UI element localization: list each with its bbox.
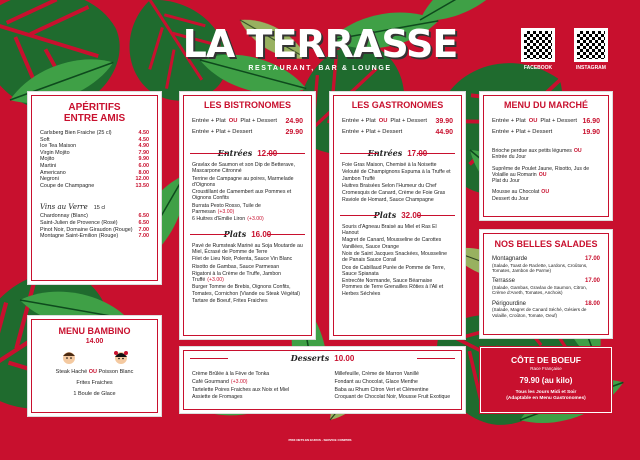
dish-row [180, 176, 315, 189]
formula-row [480, 116, 612, 127]
dish-name: Pavé de Rumsteak Mariné au Soja Moutarde au Miel, Écrasé de Pomme de Terre [192, 242, 303, 255]
desserts-left [180, 371, 323, 402]
gastronomes-entrees-label: Entrées [367, 148, 403, 158]
menu-item-row [28, 163, 161, 170]
dish-row [330, 190, 465, 196]
instagram-qr-code[interactable] [574, 28, 608, 62]
dessert [192, 379, 248, 385]
dish-name: Souris d'Agneau Braisé au Miel et Ras El Hanout [342, 223, 437, 237]
marche-or: OU [541, 189, 550, 196]
dish-supplement: (+3.00) [217, 209, 235, 216]
dish-row [180, 203, 315, 216]
formula-part-b: Plat + Dessert [540, 118, 577, 124]
marche-card [480, 92, 612, 220]
item-price: 13.50 [135, 182, 149, 189]
dish [342, 169, 453, 182]
dish-name: Tartare de Boeuf, Frites Fraiches [192, 298, 268, 305]
dish-row [330, 251, 465, 264]
item-price: 6.50 [138, 213, 149, 220]
item-price: 7.90 [138, 149, 149, 156]
marche-dish: Plat du Jour [492, 178, 520, 185]
bambino-card [28, 316, 161, 416]
dish-name: Raviole de Homard, Sauce Champagne [342, 197, 434, 204]
salade-header [480, 301, 612, 308]
salade-name: Terrasse [492, 278, 516, 285]
menu-item-row [28, 150, 161, 157]
dish-name: Magret de Canard, Mousseline de Carottes Vanillées, Sauce Orange [342, 237, 442, 250]
boeuf-origin: Race Française [530, 366, 562, 371]
restaurant-tagline: RESTAURANT, BAR & LOUNGE [248, 65, 392, 72]
bistronomes-entrees-label: Entrées [217, 148, 253, 158]
marche-item [480, 154, 612, 160]
dish [342, 224, 453, 237]
desserts-right [323, 371, 466, 402]
dish [192, 162, 303, 175]
formula-text [492, 127, 552, 138]
dish [342, 190, 445, 196]
restaurant-name: LA TERRASSE [182, 22, 458, 66]
dish-row [330, 183, 465, 189]
item-price: 8.00 [138, 169, 149, 176]
item-name: Americano [40, 169, 66, 176]
bambino-main [28, 369, 161, 375]
item-name: Virgin Mojito [40, 149, 70, 156]
bistronomes-entrees-list [180, 162, 315, 223]
bistronomes-plats-heading [180, 229, 315, 239]
dish [192, 284, 303, 297]
item-price: 4.50 [138, 130, 149, 136]
dish [192, 203, 303, 216]
dish-row [330, 162, 465, 168]
dessert-item [180, 387, 323, 393]
salade-price: 18.00 [584, 300, 600, 307]
item-price: 6.50 [138, 219, 149, 226]
formula-text [192, 116, 277, 127]
formula-part-a: Entrée + Plat [342, 118, 376, 124]
dish-row [330, 237, 465, 250]
dessert-supplement: (+3.00) [230, 378, 248, 385]
formula-part-a: Entrée + Plat + Dessert [192, 129, 253, 135]
menu-item-row [28, 213, 161, 220]
item-name: Mojito [40, 156, 55, 163]
bambino-or: OU [88, 369, 97, 375]
desserts-card [180, 347, 465, 413]
girl-icon [113, 349, 129, 365]
marche-item [480, 166, 612, 179]
dish-name: Velouté de Champignons Espuma à la Truffe et Jambon Truffé [342, 169, 451, 182]
dish-row [330, 169, 465, 182]
boeuf-note1: Tous les Jours Midi et Soir [515, 390, 577, 395]
salade-header [480, 256, 612, 263]
marche-text [492, 196, 529, 202]
dish-name: Entrecôte Normande, Sauce Béarnaise Pommes de Terre Grenailles Rôties à l'Ail et Herbes Séchées [342, 278, 444, 297]
aperitifs-card [28, 92, 161, 284]
dish [192, 256, 292, 262]
marche-formulas [480, 116, 612, 138]
formula-price: 19.90 [582, 129, 600, 136]
desserts-columns [180, 371, 465, 402]
marche-dish: Dessert du Jour [492, 195, 529, 202]
dish-row [180, 256, 315, 262]
dessert [192, 387, 289, 393]
dish [342, 183, 436, 189]
dish-row [180, 189, 315, 202]
dessert-name: Crème Brûlée à la Fève de Tonka [192, 371, 270, 377]
formula-row [330, 116, 465, 127]
bistronomes-entrees-heading [180, 148, 315, 158]
bambino-price: 14.00 [85, 338, 104, 345]
marche-or: OU [573, 148, 582, 154]
salade-desc: (Salade, Gambas, Gravlax de Saumon, Citron, Crème d'Aneth, Tomates, Anchois) [492, 285, 587, 296]
dish-name: Rigatoni à la Crème de Truffe, Jambon Truffé [192, 270, 282, 284]
item-name: Chardonnay (Blanc) [40, 213, 88, 220]
dish [192, 189, 303, 202]
dish-supplement: (+3.00) [247, 216, 264, 223]
item-name: Martini [40, 162, 57, 169]
item-name: Carlsberg Bien Fraiche (25 cl) [40, 130, 112, 136]
dessert-name: Assiette de Fromages [192, 394, 243, 401]
salade-price: 17.00 [584, 256, 600, 262]
gastronomes-plats-list [330, 224, 465, 297]
menu-item-row [28, 130, 161, 137]
bistronomes-card [180, 92, 315, 339]
formula-part-a: Entrée + Plat + Dessert [342, 129, 403, 135]
formula-part-b: Plat + Dessert [390, 118, 427, 124]
facebook-qr-code[interactable] [521, 28, 555, 62]
dish-row [180, 243, 315, 256]
dish-name: Foie Gras Maison, Chemisé à la Noisette [342, 162, 437, 168]
dish-name: Risotto de Gambas, Sauce Parmesan [192, 263, 280, 270]
item-price: 9.90 [138, 156, 149, 163]
kids-icons [28, 349, 161, 365]
gastronomes-card [330, 92, 465, 339]
marche-dish: Suprême de Poulet Jaune, Risotto, Jus de Volaille au Romarin [492, 165, 590, 178]
facebook-label: FACEBOOK [523, 65, 553, 71]
item-name: Saint-Julien de Provence (Rosé) [40, 219, 118, 226]
dessert-item: Fondant au Chocolat, Glace Menthe [334, 378, 418, 385]
item-price: 6.00 [138, 162, 149, 169]
item-price: 4.90 [138, 143, 149, 150]
dish-row [180, 162, 315, 175]
dish-row [330, 197, 465, 203]
menu-item-row [28, 156, 161, 163]
dish-name: Noix de Saint Jacques Snackées, Mousseline de Panais Sauce Corail [342, 250, 447, 264]
dish [342, 162, 437, 168]
footer-note: PRIX NETS EN EUROS - SERVICE COMPRIS [288, 438, 352, 442]
dessert-name: Café Gourmand [192, 378, 229, 385]
salade-desc: (Salade, Magret de Canard Séché, Gésiers de Volaille, Croûton, Tomate, Oeuf) [492, 307, 587, 318]
formula-part-a: Entrée + Plat [492, 118, 526, 124]
formula-part-a: Entrée + Plat + Dessert [492, 129, 553, 135]
dish-row [180, 216, 315, 222]
gastronomes-title: LES GASTRONOMES [351, 100, 444, 110]
menu-item-row [28, 137, 161, 144]
formula-text [492, 116, 577, 127]
item-name: Pinot Noir, Domaine Giraudon (Rouge) [40, 226, 133, 233]
dessert-item: Baba au Rhum Citron Vert et Clémentine [334, 386, 429, 393]
menu-item-row [28, 233, 161, 240]
menu-item-row [28, 220, 161, 227]
dish-row [330, 278, 465, 297]
dish-row [330, 265, 465, 278]
dessert-item [180, 379, 323, 385]
formula-text [192, 127, 252, 138]
marche-text [492, 166, 600, 179]
aperitifs-title: APÉRITIFS ENTRE AMIS [63, 102, 126, 124]
dessert-item: Croquant de Chocolat Noir, Mousse Fruit Exotique [334, 394, 451, 401]
marche-text [492, 154, 526, 160]
salades-title: NOS BELLES SALADES [494, 239, 598, 249]
marche-text [492, 178, 520, 184]
dish-row [180, 271, 315, 284]
formula-price: 44.90 [435, 129, 453, 136]
salade-name: Périgourdine [492, 300, 527, 307]
vins-list [28, 213, 161, 239]
dish [342, 278, 453, 297]
desserts-label: Desserts [290, 353, 330, 363]
dish-row [330, 224, 465, 237]
formula-or: OU [378, 118, 388, 124]
salades-list [480, 256, 612, 318]
instagram-label: INSTAGRAM [576, 65, 606, 71]
bistronomes-title: LES BISTRONOMES [203, 100, 291, 110]
dish-name: 6 Huitres d'Emilie Liron [192, 216, 246, 223]
salade-header [480, 278, 612, 285]
bistronomes-entrees-price: 12.00 [257, 149, 278, 158]
bistronomes-plats-price: 16.00 [251, 229, 272, 239]
dish-row [180, 298, 315, 304]
dish [342, 251, 453, 264]
formula-price: 16.90 [582, 118, 600, 125]
dish-row [180, 284, 315, 297]
dish-name: Burrata Pesto Rosso, Tuile de Parmesan [192, 202, 261, 216]
item-price: 4.50 [138, 136, 149, 143]
menu-item-row [28, 170, 161, 177]
item-name: Negroni [40, 176, 59, 183]
dish-row [180, 264, 315, 270]
gastronomes-entrees-heading [330, 148, 465, 158]
dish [192, 298, 268, 304]
dish-name: Huitres Braisées Selon l'Humeur du Chef [342, 182, 437, 189]
dish [192, 271, 303, 284]
menu-item-row [28, 143, 161, 150]
dish-name: Cromesquis de Canard, Crème de Foie Gras [342, 190, 446, 197]
desserts-price: 10.00 [334, 354, 355, 363]
dish-supplement: (+3.00) [207, 277, 224, 284]
menu-item-row [28, 227, 161, 234]
formula-row [330, 127, 465, 138]
marche-items [480, 148, 612, 202]
formula-or: OU [228, 118, 238, 124]
salade-price: 17.00 [584, 278, 600, 285]
bistronomes-plats-list [180, 243, 315, 305]
formula-price: 24.90 [285, 118, 303, 125]
dish-name: Filet de Lieu Noir, Polenta, Sauce Vin Blanc [192, 256, 293, 263]
gastronomes-entrees-list [330, 162, 465, 204]
bistronomes-plats-label: Plats [223, 228, 247, 239]
item-price: 7.00 [138, 233, 149, 240]
formula-row [180, 127, 315, 138]
gastronomes-plats-heading [330, 210, 465, 220]
dish-name: Burger Tomme de Brebis, Oignons Confits, Tomates, Cornichon (Viande ou Steak Végétal) [192, 284, 301, 297]
bambino-main-dish: Steak Haché [55, 369, 88, 375]
formula-or: OU [528, 118, 538, 124]
dish-name: Croustillant de Camembert aux Pommes et Oignons Confits [192, 189, 292, 202]
bambino-side: Frites Fraiches [76, 380, 113, 386]
menu-item-row [28, 176, 161, 183]
cote-de-boeuf-box [480, 347, 612, 413]
dessert-item [180, 371, 323, 377]
dessert-item: Millefeuille, Crème de Marron Vanillé [334, 371, 419, 377]
marche-item [480, 196, 612, 202]
dish-name: Terrine de Campagne au poires, Marmelade d'Oignons [192, 175, 294, 188]
salades-card [480, 230, 612, 338]
desserts-heading [180, 353, 465, 363]
salade-desc: (Salade, Toast de Raclette, Lardons, Croûtons, Tomates, Jambon de Parme) [492, 262, 588, 273]
vins-title-row [28, 189, 161, 213]
dessert-name: Tartelette Poires Fraiches aux Noix et Miel [192, 386, 290, 393]
dessert [192, 371, 269, 377]
marche-title: MENU DU MARCHÉ [504, 100, 588, 110]
formula-row [180, 116, 315, 127]
bambino-dessert: 1 Boule de Glace [73, 391, 116, 397]
formula-price: 39.90 [435, 118, 453, 125]
gastronomes-formulas [330, 116, 465, 138]
aperitifs-list [28, 130, 161, 189]
formula-text [342, 127, 402, 138]
bambino-alt-dish: Poisson Blanc [98, 369, 134, 375]
item-price: 12.00 [135, 176, 149, 183]
item-name: Montagne Saint-Emilion (Rouge) [40, 233, 119, 240]
item-name: Coupe de Champagne [40, 182, 95, 189]
marche-item [480, 178, 612, 184]
formula-text [342, 116, 427, 127]
gastronomes-entrees-price: 17.00 [407, 149, 428, 158]
item-name: Ice Tea Maison [40, 143, 77, 150]
menu-item-row [28, 183, 161, 190]
boeuf-price: 79.90 (au kilo) [519, 376, 573, 385]
marche-dish: Entrée du Jour [492, 154, 527, 161]
dessert [192, 394, 242, 400]
formula-row [480, 127, 612, 138]
bambino-title: MENU BAMBINO [58, 326, 131, 336]
boeuf-note2: (Adaptable en Menu Gastronomes) [506, 396, 586, 401]
marche-or: OU [538, 171, 547, 178]
marche-dish: Brioche perdue aux petits légumes [492, 148, 572, 154]
item-name: Soft [40, 136, 50, 143]
boeuf-title: CÔTE DE BOEUF [511, 355, 581, 365]
boy-icon [61, 349, 77, 365]
formula-part-a: Entrée + Plat [192, 118, 226, 124]
dessert-item [180, 394, 323, 400]
bistronomes-formulas [180, 116, 315, 138]
dish [342, 237, 453, 250]
dish [342, 265, 453, 278]
dish-name: Dos de Cabillaud Purée de Pomme de Terre, Sauce Spianata [342, 264, 446, 277]
dish [192, 264, 279, 270]
dish [192, 216, 264, 222]
formula-part-b: Plat + Dessert [240, 118, 277, 124]
formula-price: 29.90 [285, 129, 303, 136]
salade-name: Montagnarde [492, 256, 528, 262]
dish [192, 176, 303, 189]
item-price: 7.00 [138, 226, 149, 233]
dish [342, 197, 434, 203]
gastronomes-plats-price: 32.00 [401, 210, 422, 220]
vins-title: Vins au Verre [40, 203, 88, 212]
gastronomes-plats-label: Plats [373, 209, 397, 220]
vins-size: 15 cl [93, 205, 106, 212]
dish-name: Gravlax de Saumon et son Dip de Betterave, Mascarpone Citronné [192, 162, 295, 175]
marche-dish: Mousse au Chocolat [492, 189, 540, 196]
dish [192, 243, 303, 256]
